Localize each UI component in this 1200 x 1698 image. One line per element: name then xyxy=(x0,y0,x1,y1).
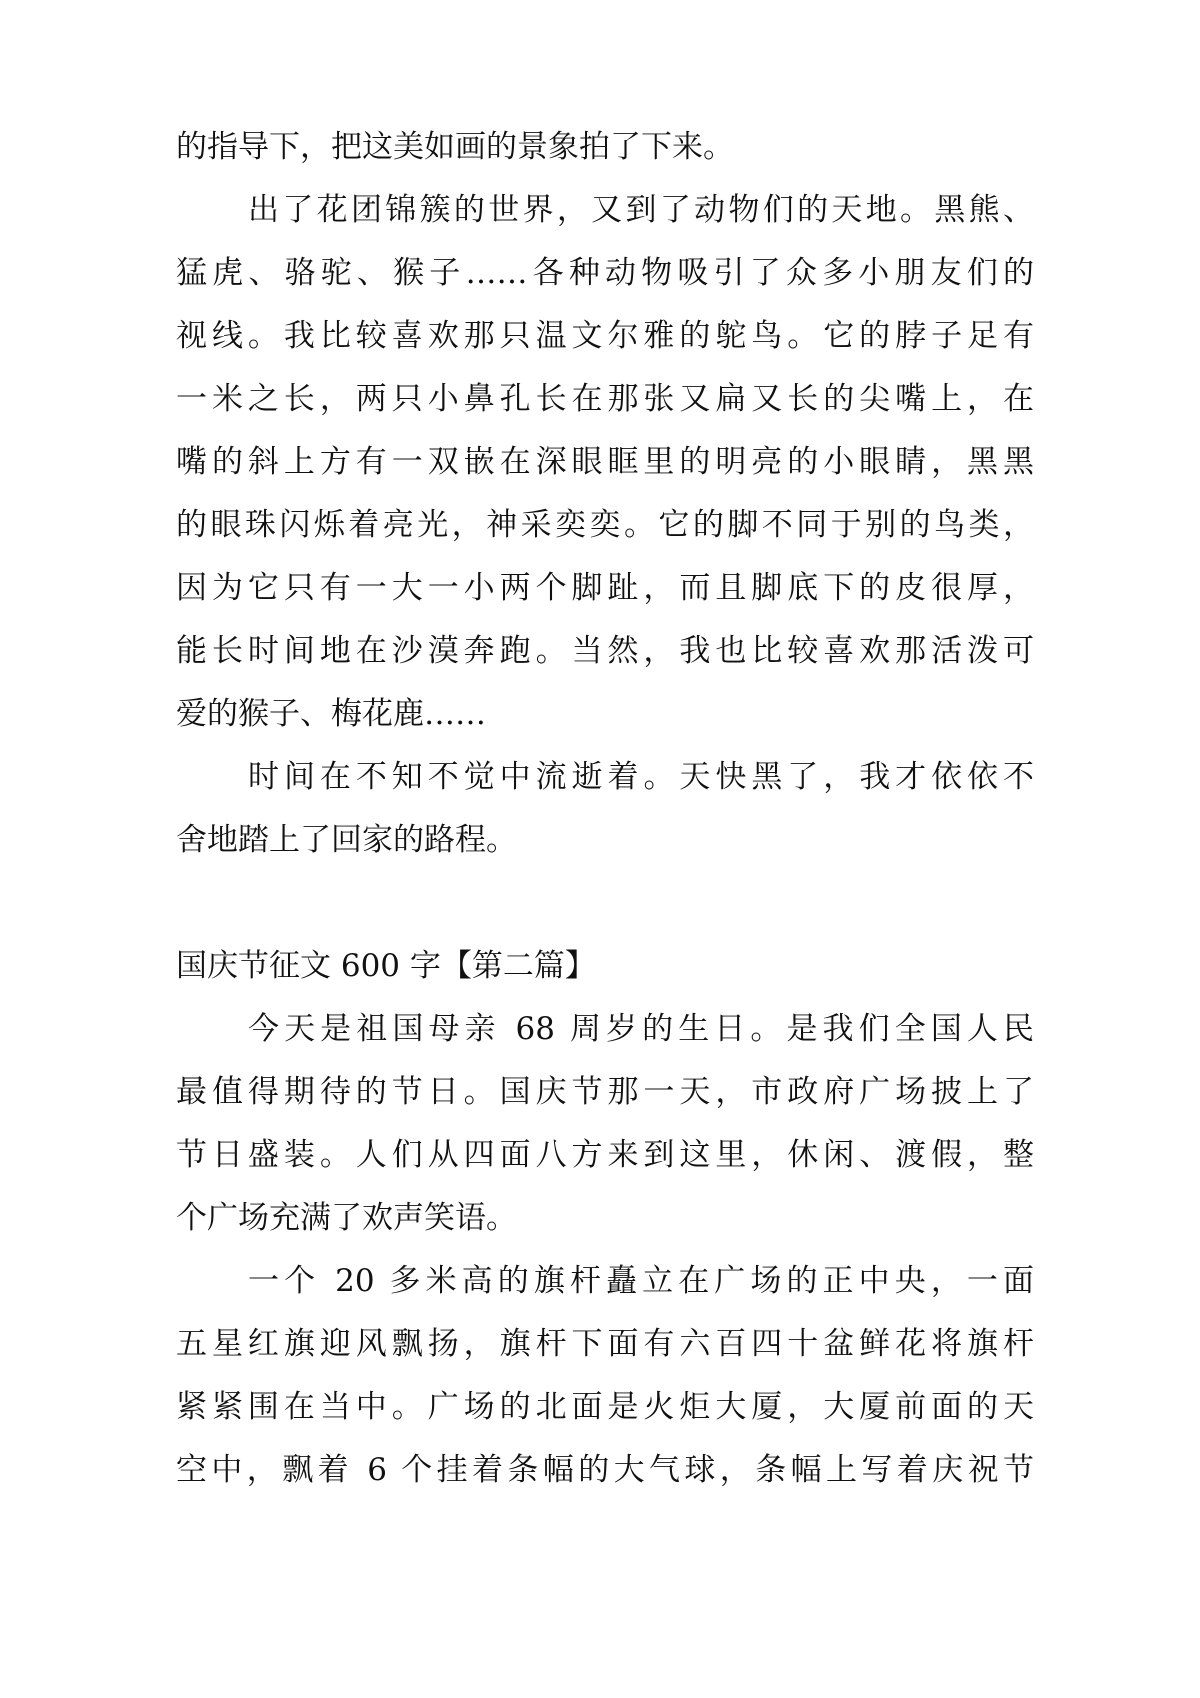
text-line: 五星红旗迎风飘扬，旗杆下面有六百四十盆鲜花将旗杆 xyxy=(176,1326,1034,1362)
text-line: 时间在不知不觉中流逝着。天快黑了，我才依依不 xyxy=(248,759,1034,795)
text-line: 因为它只有一大一小两个脚趾，而且脚底下的皮很厚， xyxy=(176,570,1034,606)
text-line: 一米之长，两只小鼻孔长在那张又扁又长的尖嘴上，在 xyxy=(176,381,1034,417)
section-spacer xyxy=(176,872,1034,935)
text-line: 嘴的斜上方有一双嵌在深眼眶里的明亮的小眼睛，黑黑 xyxy=(176,444,1034,480)
text-line: 舍地踏上了回家的路程。 xyxy=(176,822,517,858)
text-line: 今天是祖国母亲 68 周岁的生日。是我们全国人民 xyxy=(248,1011,1034,1047)
heading-text: 国庆节征文 600 字【第二篇】 xyxy=(176,948,596,984)
paragraph-going-home xyxy=(176,746,1034,872)
text-line: 空中，飘着 6 个挂着条幅的大气球，条幅上写着庆祝节 xyxy=(176,1452,1034,1488)
text-line: 节日盛装。人们从四面八方来到这里，休闲、渡假，整 xyxy=(176,1137,1034,1173)
text-line: 视线。我比较喜欢那只温文尔雅的鸵鸟。它的脖子足有 xyxy=(176,318,1034,354)
text-line: 个广场充满了欢声笑语。 xyxy=(176,1200,517,1236)
document-page xyxy=(176,116,1034,1502)
section-heading xyxy=(176,935,1034,998)
text-line: 一个 20 多米高的旗杆矗立在广场的正中央，一面 xyxy=(248,1263,1034,1299)
text-line: 猛虎、骆驼、猴子……各种动物吸引了众多小朋友们的 xyxy=(176,255,1034,291)
text-line: 出了花团锦簇的世界，又到了动物们的天地。黑熊、 xyxy=(248,192,1034,228)
text-line: 的指导下，把这美如画的景象拍了下来。 xyxy=(176,129,734,165)
text-line: 最值得期待的节日。国庆节那一天，市政府广场披上了 xyxy=(176,1074,1034,1110)
paragraph-ostrich xyxy=(176,179,1034,746)
text-line: 的眼珠闪烁着亮光，神采奕奕。它的脚不同于别的鸟类， xyxy=(176,507,1034,543)
text-line: 紧紧围在当中。广场的北面是火炬大厦，大厦前面的天 xyxy=(176,1389,1034,1425)
text-line: 能长时间地在沙漠奔跑。当然，我也比较喜欢那活泼可 xyxy=(176,633,1034,669)
paragraph-national-day xyxy=(176,998,1034,1250)
paragraph-continuation xyxy=(176,116,1034,179)
text-line: 爱的猴子、梅花鹿…… xyxy=(176,696,486,732)
paragraph-flagpole xyxy=(176,1250,1034,1502)
